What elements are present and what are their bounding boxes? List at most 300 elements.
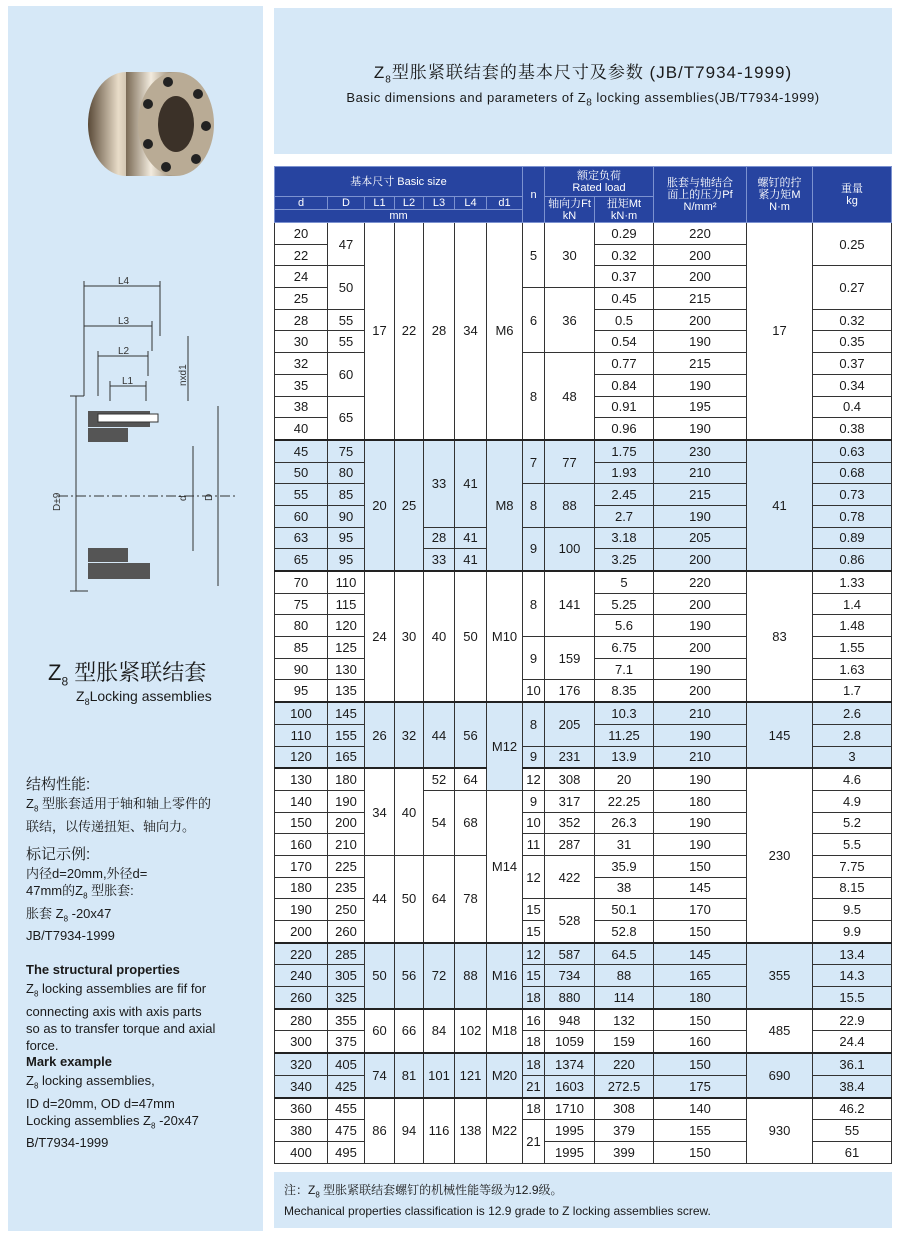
page-subtitle: Basic dimensions and parameters of $Z_8$ locking assemblies(JB/T7934-1999) — [346, 90, 820, 109]
cell-L4: 121 — [455, 1053, 487, 1097]
cell-Pf: 215 — [654, 288, 747, 310]
cell-n: 8 — [523, 353, 545, 440]
cell-kg: 36.1 — [813, 1053, 892, 1075]
cell-Ft: 734 — [545, 965, 595, 987]
cell-d: 40 — [275, 418, 328, 440]
cell-Mt: 379 — [595, 1120, 654, 1142]
cell-d1: M14 — [487, 790, 523, 942]
cell-D: 355 — [328, 1009, 365, 1031]
cell-Ft: 159 — [545, 637, 595, 680]
cell-d: 140 — [275, 790, 328, 812]
svg-text:L4: L4 — [118, 276, 130, 287]
cell-Pf: 180 — [654, 987, 747, 1009]
cell-d: 35 — [275, 374, 328, 396]
cell-L3: 72 — [424, 943, 455, 1009]
table-row — [275, 223, 892, 245]
cell-d: 95 — [275, 680, 328, 702]
cell-kg: 1.4 — [813, 593, 892, 615]
cell-Pf: 150 — [654, 1009, 747, 1031]
cell-Pf: 190 — [654, 331, 747, 353]
cell-Pf: 200 — [654, 680, 747, 702]
cell-Mt: 13.9 — [595, 746, 654, 768]
cell-D: 47 — [328, 223, 365, 266]
cell-kg: 2.6 — [813, 702, 892, 724]
cell-d: 120 — [275, 746, 328, 768]
cell-Mt: 26.3 — [595, 812, 654, 834]
table-row — [275, 768, 892, 790]
svg-text:L2: L2 — [118, 346, 130, 357]
cell-Mt: 50.1 — [595, 899, 654, 921]
cell-d1: M22 — [487, 1098, 523, 1164]
cell-M: 690 — [747, 1053, 813, 1097]
cell-D: 375 — [328, 1031, 365, 1053]
cell-Mt: 308 — [595, 1098, 654, 1120]
cell-D: 90 — [328, 505, 365, 527]
cell-Pf: 150 — [654, 855, 747, 877]
cell-L3: 84 — [424, 1009, 455, 1053]
cell-L3: 116 — [424, 1098, 455, 1164]
cell-kg: 0.34 — [813, 374, 892, 396]
cell-d: 130 — [275, 768, 328, 790]
cell-Pf: 200 — [654, 244, 747, 266]
cell-n: 8 — [523, 484, 545, 527]
cell-n: 15 — [523, 965, 545, 987]
cell-d: 20 — [275, 223, 328, 245]
cell-Ft: 1374 — [545, 1053, 595, 1075]
cell-L3: 40 — [424, 571, 455, 702]
cell-L4: 102 — [455, 1009, 487, 1053]
cell-D: 120 — [328, 615, 365, 637]
table-body — [275, 223, 892, 1164]
cell-kg: 38.4 — [813, 1075, 892, 1097]
cross-section-drawing — [38, 276, 248, 616]
cell-n: 15 — [523, 899, 545, 921]
cell-d: 25 — [275, 288, 328, 310]
structure-en: The structural properties $Z_8$ locking assemblies are fif for connecting axis with axis parts so as to transfer torque and axial force. — [26, 962, 216, 1053]
cell-Mt: 35.9 — [595, 855, 654, 877]
cell-L4: 41 — [455, 549, 487, 571]
cell-kg: 61 — [813, 1141, 892, 1163]
cell-Mt: 7.1 — [595, 658, 654, 680]
cell-Pf: 145 — [654, 943, 747, 965]
cell-Pf: 165 — [654, 965, 747, 987]
cell-D: 190 — [328, 790, 365, 812]
cell-d: 60 — [275, 505, 328, 527]
cell-Pf: 210 — [654, 462, 747, 484]
cell-Ft: 1059 — [545, 1031, 595, 1053]
cell-d1: M20 — [487, 1053, 523, 1097]
cell-Pf: 190 — [654, 834, 747, 856]
cell-d: 38 — [275, 396, 328, 418]
cell-D: 235 — [328, 877, 365, 899]
cell-kg: 0.73 — [813, 484, 892, 506]
cell-kg: 0.86 — [813, 549, 892, 571]
cell-Ft: 141 — [545, 571, 595, 637]
cell-L2: 81 — [395, 1053, 424, 1097]
cell-kg: 15.5 — [813, 987, 892, 1009]
cell-D: 135 — [328, 680, 365, 702]
cell-L1: 26 — [365, 702, 395, 768]
product-title-en: $Z_8Locking$ assemblies — [76, 688, 212, 707]
cell-D: 165 — [328, 746, 365, 768]
cell-n: 18 — [523, 1031, 545, 1053]
cell-Mt: 20 — [595, 768, 654, 790]
cell-L2: 94 — [395, 1098, 424, 1164]
cell-Ft: 36 — [545, 288, 595, 353]
cell-d: 30 — [275, 331, 328, 353]
cell-n: 9 — [523, 790, 545, 812]
cell-Ft: 880 — [545, 987, 595, 1009]
cell-Ft: 77 — [545, 440, 595, 484]
cell-L1: 50 — [365, 943, 395, 1009]
table-row — [275, 1053, 892, 1075]
cell-L1: 44 — [365, 855, 395, 942]
cell-D: 155 — [328, 724, 365, 746]
cell-n: 6 — [523, 288, 545, 353]
cell-Mt: 0.37 — [595, 266, 654, 288]
cell-L3: 33 — [424, 440, 455, 527]
cell-Ft: 587 — [545, 943, 595, 965]
cell-kg: 55 — [813, 1120, 892, 1142]
cell-Mt: 38 — [595, 877, 654, 899]
cell-d1: M16 — [487, 943, 523, 1009]
cell-kg: 2.8 — [813, 724, 892, 746]
cell-n: 12 — [523, 855, 545, 898]
cell-M: 485 — [747, 1009, 813, 1053]
cell-Mt: 0.96 — [595, 418, 654, 440]
cell-Pf: 150 — [654, 921, 747, 943]
cell-Ft: 948 — [545, 1009, 595, 1031]
cell-Mt: 6.75 — [595, 637, 654, 659]
cell-L1: 20 — [365, 440, 395, 571]
table-row — [275, 943, 892, 965]
cell-kg: 1.33 — [813, 571, 892, 593]
cell-Pf: 140 — [654, 1098, 747, 1120]
cell-Ft: 352 — [545, 812, 595, 834]
cell-L4: 68 — [455, 790, 487, 855]
cell-D: 115 — [328, 593, 365, 615]
cell-D: 85 — [328, 484, 365, 506]
cell-Mt: 132 — [595, 1009, 654, 1031]
cell-L2: 32 — [395, 702, 424, 768]
cell-d: 170 — [275, 855, 328, 877]
cell-n: 21 — [523, 1120, 545, 1163]
cell-Mt: 0.45 — [595, 288, 654, 310]
cell-kg: 0.35 — [813, 331, 892, 353]
cell-d: 360 — [275, 1098, 328, 1120]
cell-L4: 41 — [455, 527, 487, 549]
cell-M: 145 — [747, 702, 813, 768]
cell-Pf: 210 — [654, 746, 747, 768]
cell-kg: 0.27 — [813, 266, 892, 309]
cell-kg: 0.68 — [813, 462, 892, 484]
header-d: d — [275, 197, 328, 210]
cell-D: 325 — [328, 987, 365, 1009]
cell-kg: 46.2 — [813, 1098, 892, 1120]
cell-Pf: 200 — [654, 637, 747, 659]
cell-Pf: 220 — [654, 223, 747, 245]
table-row — [275, 1098, 892, 1120]
svg-text:D: D — [204, 493, 215, 501]
cell-Pf: 220 — [654, 571, 747, 593]
cell-Mt: 0.91 — [595, 396, 654, 418]
cell-d: 380 — [275, 1120, 328, 1142]
cell-Mt: 5.6 — [595, 615, 654, 637]
header-L2: L2 — [395, 197, 424, 210]
cell-L3: 33 — [424, 549, 455, 571]
footnote — [274, 1172, 892, 1228]
cell-d: 28 — [275, 309, 328, 331]
cell-n: 15 — [523, 921, 545, 943]
cell-Ft: 1995 — [545, 1120, 595, 1142]
cell-n: 12 — [523, 768, 545, 790]
header-axial-force: 轴向力Ft kN — [545, 197, 595, 223]
cell-Pf: 160 — [654, 1031, 747, 1053]
cell-n: 8 — [523, 702, 545, 746]
cell-n: 18 — [523, 1053, 545, 1075]
cell-kg: 1.48 — [813, 615, 892, 637]
cell-d: 50 — [275, 462, 328, 484]
page-header — [274, 8, 892, 154]
cell-Ft: 528 — [545, 899, 595, 943]
header-basic-size: 基本尺寸 Basic size — [275, 167, 523, 197]
cell-Mt: 8.35 — [595, 680, 654, 702]
left-panel — [8, 6, 263, 1231]
cell-Mt: 159 — [595, 1031, 654, 1053]
cell-d: 160 — [275, 834, 328, 856]
cell-L3: 28 — [424, 223, 455, 440]
cell-n: 16 — [523, 1009, 545, 1031]
cell-kg: 13.4 — [813, 943, 892, 965]
cell-L1: 86 — [365, 1098, 395, 1164]
cell-n: 11 — [523, 834, 545, 856]
cell-n: 21 — [523, 1075, 545, 1097]
cell-Pf: 170 — [654, 899, 747, 921]
cell-Pf: 210 — [654, 702, 747, 724]
cell-Mt: 1.93 — [595, 462, 654, 484]
header-L1: L1 — [365, 197, 395, 210]
cell-L2: 56 — [395, 943, 424, 1009]
cell-M: 83 — [747, 571, 813, 702]
cell-L4: 41 — [455, 440, 487, 527]
header-pressure: 胀套与轴结合 面上的压力Pf N/mm² — [654, 167, 747, 223]
cell-d: 65 — [275, 549, 328, 571]
cell-Mt: 0.77 — [595, 353, 654, 375]
cell-L3: 52 — [424, 768, 455, 790]
cell-Mt: 0.32 — [595, 244, 654, 266]
cell-kg: 3 — [813, 746, 892, 768]
cell-D: 55 — [328, 331, 365, 353]
cell-d: 180 — [275, 877, 328, 899]
cell-Pf: 200 — [654, 309, 747, 331]
cell-kg: 0.63 — [813, 440, 892, 462]
cell-M: 930 — [747, 1098, 813, 1164]
cell-d: 220 — [275, 943, 328, 965]
cell-kg: 0.37 — [813, 353, 892, 375]
cell-Mt: 64.5 — [595, 943, 654, 965]
cell-Pf: 190 — [654, 768, 747, 790]
header-L3: L3 — [424, 197, 455, 210]
cell-L3: 28 — [424, 527, 455, 549]
cell-d: 190 — [275, 899, 328, 921]
cell-Pf: 190 — [654, 418, 747, 440]
cell-Pf: 175 — [654, 1075, 747, 1097]
cell-D: 210 — [328, 834, 365, 856]
cell-d1: M6 — [487, 223, 523, 440]
product-title-cn: $Z_8$ 型胀紧联结套 — [48, 660, 207, 689]
cell-n: 9 — [523, 527, 545, 571]
cell-Ft: 1603 — [545, 1075, 595, 1097]
cell-Pf: 150 — [654, 1053, 747, 1075]
cell-D: 495 — [328, 1141, 365, 1163]
header-n: n — [523, 167, 545, 223]
cell-Mt: 272.5 — [595, 1075, 654, 1097]
cell-kg: 14.3 — [813, 965, 892, 987]
cell-D: 50 — [328, 266, 365, 309]
cell-Pf: 200 — [654, 549, 747, 571]
cell-D: 180 — [328, 768, 365, 790]
cell-D: 305 — [328, 965, 365, 987]
cell-L4: 78 — [455, 855, 487, 942]
cell-L4: 34 — [455, 223, 487, 440]
cell-d: 100 — [275, 702, 328, 724]
cell-n: 7 — [523, 440, 545, 484]
cell-Mt: 3.25 — [595, 549, 654, 571]
cell-Pf: 150 — [654, 1141, 747, 1163]
header-torque: 扭矩Mt kN·m — [595, 197, 654, 223]
cell-D: 405 — [328, 1053, 365, 1075]
cell-D: 200 — [328, 812, 365, 834]
cell-Mt: 3.18 — [595, 527, 654, 549]
cell-d: 300 — [275, 1031, 328, 1053]
cell-d: 85 — [275, 637, 328, 659]
cell-L3: 64 — [424, 855, 455, 942]
svg-text:L1: L1 — [122, 376, 134, 387]
cell-D: 110 — [328, 571, 365, 593]
cell-L1: 24 — [365, 571, 395, 702]
cell-D: 285 — [328, 943, 365, 965]
svg-text:L3: L3 — [118, 316, 130, 327]
svg-text:D±9: D±9 — [52, 492, 63, 511]
cell-D: 75 — [328, 440, 365, 462]
cell-Mt: 11.25 — [595, 724, 654, 746]
cell-Pf: 190 — [654, 812, 747, 834]
cell-L2: 30 — [395, 571, 424, 702]
cell-d1: M12 — [487, 702, 523, 790]
cell-L3: 44 — [424, 702, 455, 768]
cell-D: 95 — [328, 549, 365, 571]
footnote-en: Mechanical properties classification is 12.9 grade to Z locking assemblies screw. — [284, 1204, 711, 1219]
cell-Mt: 22.25 — [595, 790, 654, 812]
cell-n: 9 — [523, 637, 545, 680]
cell-d: 63 — [275, 527, 328, 549]
cell-M: 230 — [747, 768, 813, 943]
cell-L2: 22 — [395, 223, 424, 440]
cell-D: 130 — [328, 658, 365, 680]
cell-Pf: 215 — [654, 484, 747, 506]
cell-D: 80 — [328, 462, 365, 484]
cell-n: 5 — [523, 223, 545, 288]
cell-d: 80 — [275, 615, 328, 637]
header-d1: d1 — [487, 197, 523, 210]
cell-Pf: 230 — [654, 440, 747, 462]
cell-M: 41 — [747, 440, 813, 571]
cell-Mt: 114 — [595, 987, 654, 1009]
cell-n: 8 — [523, 571, 545, 637]
cell-d: 45 — [275, 440, 328, 462]
cell-d: 260 — [275, 987, 328, 1009]
cell-Mt: 399 — [595, 1141, 654, 1163]
cell-kg: 0.32 — [813, 309, 892, 331]
cell-d: 90 — [275, 658, 328, 680]
cell-L4: 56 — [455, 702, 487, 768]
cell-Mt: 5 — [595, 571, 654, 593]
cell-Mt: 31 — [595, 834, 654, 856]
cell-Pf: 190 — [654, 615, 747, 637]
cell-d: 22 — [275, 244, 328, 266]
cell-n: 12 — [523, 943, 545, 965]
cell-L4: 50 — [455, 571, 487, 702]
cell-Pf: 190 — [654, 724, 747, 746]
cell-Ft: 205 — [545, 702, 595, 746]
cell-Ft: 88 — [545, 484, 595, 527]
cell-d: 32 — [275, 353, 328, 375]
cell-d: 150 — [275, 812, 328, 834]
cell-L2: 66 — [395, 1009, 424, 1053]
cell-d1: M18 — [487, 1009, 523, 1053]
cell-Ft: 176 — [545, 680, 595, 702]
cell-M: 355 — [747, 943, 813, 1009]
cell-L1: 60 — [365, 1009, 395, 1053]
cell-D: 55 — [328, 309, 365, 331]
cell-Pf: 200 — [654, 266, 747, 288]
cell-Ft: 100 — [545, 527, 595, 571]
cell-kg: 5.5 — [813, 834, 892, 856]
cell-d: 340 — [275, 1075, 328, 1097]
cell-D: 145 — [328, 702, 365, 724]
cell-Mt: 2.45 — [595, 484, 654, 506]
cell-Ft: 1710 — [545, 1098, 595, 1120]
cell-Ft: 231 — [545, 746, 595, 768]
cell-d: 200 — [275, 921, 328, 943]
cell-d1: M8 — [487, 440, 523, 571]
cell-Mt: 5.25 — [595, 593, 654, 615]
cell-Pf: 190 — [654, 658, 747, 680]
cell-n: 18 — [523, 987, 545, 1009]
cell-L2: 50 — [395, 855, 424, 942]
parameters-table — [274, 166, 892, 1164]
cell-Ft: 30 — [545, 223, 595, 288]
cell-d: 400 — [275, 1141, 328, 1163]
cell-D: 60 — [328, 353, 365, 396]
cell-Mt: 0.29 — [595, 223, 654, 245]
cell-L1: 74 — [365, 1053, 395, 1097]
cell-kg: 24.4 — [813, 1031, 892, 1053]
cell-D: 65 — [328, 396, 365, 440]
cell-Ft: 422 — [545, 855, 595, 898]
cell-L4: 138 — [455, 1098, 487, 1164]
cell-Pf: 155 — [654, 1120, 747, 1142]
cell-D: 125 — [328, 637, 365, 659]
cell-kg: 0.38 — [813, 418, 892, 440]
cell-L4: 88 — [455, 943, 487, 1009]
cell-d: 320 — [275, 1053, 328, 1075]
page-title: $Z_8$型胀紧联结套的基本尺寸及参数 (JB/T7934-1999) — [373, 63, 793, 86]
cell-kg: 0.4 — [813, 396, 892, 418]
cell-Mt: 2.7 — [595, 505, 654, 527]
cell-kg: 9.5 — [813, 899, 892, 921]
table-row — [275, 1009, 892, 1031]
